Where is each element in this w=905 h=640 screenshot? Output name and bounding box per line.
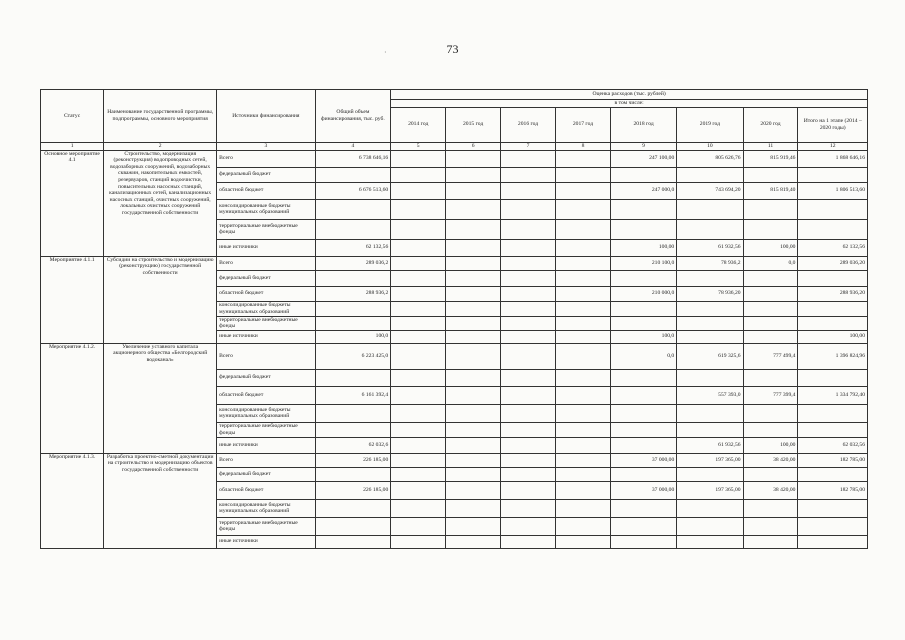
column-number: 12 bbox=[798, 142, 868, 150]
source-cell: областной бюджет bbox=[217, 386, 315, 404]
header-source: Источники финансирования bbox=[217, 90, 315, 143]
total-cell bbox=[315, 167, 391, 182]
status-cell: Мероприятие 4.1.3. bbox=[41, 453, 104, 548]
source-cell: областной бюджет bbox=[217, 286, 315, 301]
year-cell bbox=[446, 369, 501, 386]
total-cell: 288 936,2 bbox=[315, 286, 391, 301]
page-number: 73 bbox=[446, 42, 459, 56]
year-cell bbox=[446, 343, 501, 369]
year-cell bbox=[501, 453, 556, 467]
stage-total-cell: 288 936,20 bbox=[798, 286, 868, 301]
source-cell: иные источники bbox=[217, 437, 315, 453]
year-cell bbox=[501, 239, 556, 256]
year-cell: 100,00 bbox=[743, 239, 798, 256]
year-cell bbox=[743, 535, 798, 548]
year-cell bbox=[677, 369, 743, 386]
year-cell: 37 000,00 bbox=[610, 453, 676, 467]
year-cell bbox=[743, 301, 798, 316]
year-cell: 815 919,46 bbox=[743, 150, 798, 167]
year-cell bbox=[610, 270, 676, 286]
table-row bbox=[41, 453, 868, 467]
year-cell bbox=[501, 182, 556, 199]
year-cell bbox=[446, 256, 501, 270]
year-cell bbox=[677, 535, 743, 548]
name-cell: Увеличение уставного капитала акционерного общества «Белгородский водоканал» bbox=[104, 343, 217, 453]
total-cell: 62 032,6 bbox=[315, 437, 391, 453]
year-cell bbox=[556, 437, 611, 453]
year-cell bbox=[743, 369, 798, 386]
stage-total-cell bbox=[798, 316, 868, 330]
year-cell bbox=[446, 453, 501, 467]
year-cell bbox=[391, 453, 446, 467]
year-cell bbox=[743, 286, 798, 301]
total-cell bbox=[315, 535, 391, 548]
year-cell bbox=[677, 316, 743, 330]
year-cell bbox=[556, 343, 611, 369]
year-cell bbox=[677, 467, 743, 481]
year-cell bbox=[610, 199, 676, 219]
year-cell bbox=[391, 404, 446, 422]
stage-total-cell: 1 334 792,40 bbox=[798, 386, 868, 404]
year-cell bbox=[391, 286, 446, 301]
year-cell bbox=[391, 239, 446, 256]
year-cell bbox=[391, 199, 446, 219]
column-number: 10 bbox=[677, 142, 743, 150]
year-cell bbox=[677, 301, 743, 316]
year-cell: 247 000,0 bbox=[610, 182, 676, 199]
year-cell bbox=[610, 467, 676, 481]
source-cell: консолидированные бюджеты муниципальных образований bbox=[217, 499, 315, 517]
year-cell bbox=[391, 437, 446, 453]
year-cell bbox=[610, 437, 676, 453]
year-cell: 78 936,2 bbox=[677, 256, 743, 270]
year-cell bbox=[743, 219, 798, 239]
financing-table bbox=[40, 89, 868, 549]
year-cell bbox=[391, 270, 446, 286]
year-cell: 743 694,20 bbox=[677, 182, 743, 199]
table-row bbox=[41, 150, 868, 167]
year-cell bbox=[610, 167, 676, 182]
source-cell: территориальные внебюджетные фонды bbox=[217, 219, 315, 239]
year-cell bbox=[556, 286, 611, 301]
source-cell: территориальные внебюджетные фонды bbox=[217, 517, 315, 535]
stage-total-cell bbox=[798, 199, 868, 219]
year-cell bbox=[391, 499, 446, 517]
year-cell: 210 000,0 bbox=[610, 286, 676, 301]
header-year: 2018 год bbox=[610, 107, 676, 142]
year-cell bbox=[677, 499, 743, 517]
stage-total-cell bbox=[798, 422, 868, 437]
year-cell bbox=[556, 369, 611, 386]
year-cell: 0,0 bbox=[743, 256, 798, 270]
total-cell: 289 036,2 bbox=[315, 256, 391, 270]
column-number: 8 bbox=[556, 142, 611, 150]
total-cell: 6 738 646,16 bbox=[315, 150, 391, 167]
column-number: 4 bbox=[315, 142, 391, 150]
year-cell bbox=[446, 286, 501, 301]
year-cell bbox=[677, 199, 743, 219]
year-cell: 197 365,00 bbox=[677, 481, 743, 499]
header-year: 2014 год bbox=[391, 107, 446, 142]
header-year: 2017 год bbox=[556, 107, 611, 142]
header-total: Общий объем финансирования, тыс. руб. bbox=[315, 90, 391, 143]
year-cell bbox=[743, 467, 798, 481]
year-cell bbox=[391, 467, 446, 481]
stage-total-cell: 1 868 646,16 bbox=[798, 150, 868, 167]
status-cell: Мероприятие 4.1.1 bbox=[41, 256, 104, 343]
year-cell bbox=[446, 330, 501, 343]
year-cell bbox=[391, 182, 446, 199]
year-cell bbox=[677, 219, 743, 239]
stage-total-cell bbox=[798, 301, 868, 316]
column-number: 6 bbox=[446, 142, 501, 150]
year-cell bbox=[556, 386, 611, 404]
header-year: 2016 год bbox=[501, 107, 556, 142]
year-cell bbox=[446, 404, 501, 422]
table-row bbox=[41, 343, 868, 369]
total-cell bbox=[315, 404, 391, 422]
name-cell: Субсидии на строительство и модернизацию (реконструкцию) государственной собственности bbox=[104, 256, 217, 343]
year-cell bbox=[446, 517, 501, 535]
column-number: 3 bbox=[217, 142, 315, 150]
year-cell bbox=[677, 422, 743, 437]
year-cell bbox=[446, 437, 501, 453]
year-cell: 197 365,00 bbox=[677, 453, 743, 467]
year-cell bbox=[610, 369, 676, 386]
year-cell: 777 499,4 bbox=[743, 343, 798, 369]
year-cell bbox=[501, 467, 556, 481]
total-cell: 226 185,00 bbox=[315, 481, 391, 499]
year-cell bbox=[446, 467, 501, 481]
stage-total-cell: 62 132,56 bbox=[798, 239, 868, 256]
source-cell: Всего bbox=[217, 453, 315, 467]
year-cell bbox=[446, 270, 501, 286]
column-number-row bbox=[41, 142, 868, 150]
year-cell bbox=[391, 517, 446, 535]
year-cell bbox=[391, 150, 446, 167]
year-cell bbox=[610, 219, 676, 239]
year-cell bbox=[610, 386, 676, 404]
year-cell bbox=[556, 219, 611, 239]
year-cell bbox=[610, 301, 676, 316]
year-cell: 61 932,56 bbox=[677, 239, 743, 256]
source-cell: территориальные внебюджетные фонды bbox=[217, 422, 315, 437]
stage-total-cell bbox=[798, 467, 868, 481]
year-cell bbox=[391, 386, 446, 404]
year-cell bbox=[610, 404, 676, 422]
total-cell: 62 132,56 bbox=[315, 239, 391, 256]
header-stage-total: Итого на 1 этапе (2014 – 2020 годы) bbox=[798, 107, 868, 142]
year-cell bbox=[501, 437, 556, 453]
year-cell: 100,00 bbox=[610, 239, 676, 256]
year-cell bbox=[446, 422, 501, 437]
year-cell bbox=[743, 270, 798, 286]
total-cell bbox=[315, 316, 391, 330]
year-cell bbox=[391, 481, 446, 499]
stage-total-cell bbox=[798, 270, 868, 286]
source-cell: федеральный бюджет bbox=[217, 369, 315, 386]
year-cell bbox=[446, 301, 501, 316]
year-cell bbox=[743, 167, 798, 182]
year-cell bbox=[556, 150, 611, 167]
stage-total-cell bbox=[798, 219, 868, 239]
year-cell bbox=[556, 239, 611, 256]
year-cell bbox=[556, 517, 611, 535]
total-cell: 6 161 392,4 bbox=[315, 386, 391, 404]
year-cell bbox=[391, 343, 446, 369]
year-cell bbox=[446, 150, 501, 167]
year-cell bbox=[743, 404, 798, 422]
total-cell bbox=[315, 199, 391, 219]
year-cell bbox=[446, 182, 501, 199]
column-number: 11 bbox=[743, 142, 798, 150]
year-cell bbox=[610, 535, 676, 548]
year-cell bbox=[610, 316, 676, 330]
year-cell bbox=[501, 422, 556, 437]
year-cell bbox=[501, 270, 556, 286]
year-cell bbox=[501, 369, 556, 386]
year-cell bbox=[610, 517, 676, 535]
year-cell bbox=[501, 167, 556, 182]
table-row bbox=[41, 256, 868, 270]
total-cell bbox=[315, 467, 391, 481]
total-cell: 100,0 bbox=[315, 330, 391, 343]
source-cell: консолидированные бюджеты муниципальных образований bbox=[217, 404, 315, 422]
year-cell: 37 000,00 bbox=[610, 481, 676, 499]
year-cell: 619 325,6 bbox=[677, 343, 743, 369]
header-year: 2020 год bbox=[743, 107, 798, 142]
stage-total-cell: 62 032,56 bbox=[798, 437, 868, 453]
stage-total-cell: 1 806 513,60 bbox=[798, 182, 868, 199]
total-cell bbox=[315, 301, 391, 316]
year-cell bbox=[501, 219, 556, 239]
column-number: 5 bbox=[391, 142, 446, 150]
year-cell bbox=[743, 199, 798, 219]
year-cell bbox=[391, 369, 446, 386]
year-cell bbox=[391, 330, 446, 343]
year-cell bbox=[610, 499, 676, 517]
year-cell bbox=[743, 517, 798, 535]
column-number: 7 bbox=[501, 142, 556, 150]
year-cell bbox=[556, 316, 611, 330]
year-cell bbox=[556, 256, 611, 270]
stage-total-cell bbox=[798, 535, 868, 548]
year-cell bbox=[556, 422, 611, 437]
source-cell: Всего bbox=[217, 256, 315, 270]
total-cell bbox=[315, 219, 391, 239]
year-cell bbox=[391, 422, 446, 437]
source-cell: Всего bbox=[217, 343, 315, 369]
total-cell bbox=[315, 517, 391, 535]
year-cell: 78 936,20 bbox=[677, 286, 743, 301]
header-status: Статус bbox=[41, 90, 104, 143]
header-estimate: Оценка расходов (тыс. рублей) bbox=[391, 90, 868, 100]
source-cell: иные источники bbox=[217, 239, 315, 256]
year-cell bbox=[677, 517, 743, 535]
total-cell bbox=[315, 369, 391, 386]
year-cell bbox=[501, 343, 556, 369]
year-cell bbox=[446, 386, 501, 404]
year-cell bbox=[556, 199, 611, 219]
year-cell: 247 100,00 bbox=[610, 150, 676, 167]
year-cell: 805 626,76 bbox=[677, 150, 743, 167]
year-cell bbox=[743, 422, 798, 437]
year-cell: 100,00 bbox=[743, 437, 798, 453]
year-cell bbox=[446, 481, 501, 499]
year-cell bbox=[556, 182, 611, 199]
year-cell: 777 399,4 bbox=[743, 386, 798, 404]
column-number: 2 bbox=[104, 142, 217, 150]
year-cell: 0,0 bbox=[610, 343, 676, 369]
year-cell bbox=[391, 167, 446, 182]
stage-total-cell: 289 036,20 bbox=[798, 256, 868, 270]
year-cell bbox=[446, 219, 501, 239]
source-cell: консолидированные бюджеты муниципальных образований bbox=[217, 301, 315, 316]
year-cell bbox=[556, 301, 611, 316]
source-cell: иные источники bbox=[217, 330, 315, 343]
total-cell bbox=[315, 422, 391, 437]
year-cell bbox=[391, 535, 446, 548]
source-cell: консолидированные бюджеты муниципальных образований bbox=[217, 199, 315, 219]
year-cell bbox=[391, 316, 446, 330]
source-cell: иные источники bbox=[217, 535, 315, 548]
year-cell bbox=[501, 499, 556, 517]
year-cell bbox=[501, 286, 556, 301]
header-year: 2019 год bbox=[677, 107, 743, 142]
stage-total-cell: 100,00 bbox=[798, 330, 868, 343]
column-number: 1 bbox=[41, 142, 104, 150]
header-including: в том числе: bbox=[391, 100, 868, 108]
year-cell bbox=[556, 270, 611, 286]
year-cell: 100,0 bbox=[610, 330, 676, 343]
year-cell bbox=[556, 535, 611, 548]
year-cell bbox=[743, 499, 798, 517]
year-cell bbox=[501, 404, 556, 422]
name-cell: Строительство, модернизация (реконструкция) водопроводных сетей, водозаборных сооружений, водозаборных скважин, накопительных емкостей, резервуаров, станций водоочистки, повысительных насосных станций, канализационных сетей, канализационных насосных станций, очистных сооружений, локальных очистных сооружений государственной собственности bbox=[104, 150, 217, 256]
header-year: 2015 год bbox=[446, 107, 501, 142]
year-cell: 38 420,00 bbox=[743, 453, 798, 467]
stage-total-cell: 182 785,00 bbox=[798, 453, 868, 467]
year-cell bbox=[677, 330, 743, 343]
year-cell bbox=[501, 517, 556, 535]
year-cell bbox=[677, 167, 743, 182]
stage-total-cell bbox=[798, 404, 868, 422]
year-cell bbox=[677, 270, 743, 286]
year-cell bbox=[677, 404, 743, 422]
year-cell: 815 819,40 bbox=[743, 182, 798, 199]
year-cell bbox=[446, 535, 501, 548]
year-cell bbox=[391, 301, 446, 316]
stage-total-cell bbox=[798, 499, 868, 517]
year-cell bbox=[743, 316, 798, 330]
year-cell bbox=[556, 467, 611, 481]
year-cell bbox=[556, 330, 611, 343]
total-cell: 6 676 513,60 bbox=[315, 182, 391, 199]
year-cell: 61 932,56 bbox=[677, 437, 743, 453]
total-cell: 6 223 425,0 bbox=[315, 343, 391, 369]
year-cell bbox=[610, 422, 676, 437]
year-cell: 38 420,00 bbox=[743, 481, 798, 499]
year-cell bbox=[501, 301, 556, 316]
scan-speck: · bbox=[384, 48, 387, 57]
year-cell bbox=[743, 330, 798, 343]
source-cell: федеральный бюджет bbox=[217, 270, 315, 286]
year-cell bbox=[556, 167, 611, 182]
year-cell bbox=[501, 199, 556, 219]
year-cell bbox=[446, 499, 501, 517]
source-cell: областной бюджет bbox=[217, 182, 315, 199]
stage-total-cell: 1 396 824,96 bbox=[798, 343, 868, 369]
total-cell bbox=[315, 270, 391, 286]
year-cell bbox=[501, 150, 556, 167]
year-cell bbox=[501, 481, 556, 499]
year-cell bbox=[446, 239, 501, 256]
year-cell bbox=[556, 499, 611, 517]
year-cell bbox=[446, 167, 501, 182]
name-cell: Разработка проектно-сметной документации на строительство и модернизацию объектов государственной собственности bbox=[104, 453, 217, 548]
year-cell bbox=[556, 453, 611, 467]
status-cell: Основное мероприятие 4.1 bbox=[41, 150, 104, 256]
source-cell: областной бюджет bbox=[217, 481, 315, 499]
year-cell bbox=[501, 535, 556, 548]
year-cell bbox=[391, 219, 446, 239]
year-cell bbox=[501, 330, 556, 343]
source-cell: территориальные внебюджетные фонды bbox=[217, 316, 315, 330]
total-cell: 226 185,00 bbox=[315, 453, 391, 467]
header-name: Наименование государственной программы, подпрограммы, основного мероприятия bbox=[104, 90, 217, 143]
year-cell bbox=[446, 199, 501, 219]
stage-total-cell bbox=[798, 167, 868, 182]
year-cell bbox=[501, 386, 556, 404]
year-cell: 210 100,0 bbox=[610, 256, 676, 270]
column-number: 9 bbox=[610, 142, 676, 150]
status-cell: Мероприятие 4.1.2. bbox=[41, 343, 104, 453]
year-cell bbox=[501, 316, 556, 330]
total-cell bbox=[315, 499, 391, 517]
year-cell bbox=[556, 404, 611, 422]
year-cell bbox=[391, 256, 446, 270]
source-cell: федеральный бюджет bbox=[217, 167, 315, 182]
year-cell: 557 393,0 bbox=[677, 386, 743, 404]
source-cell: федеральный бюджет bbox=[217, 467, 315, 481]
stage-total-cell: 182 785,00 bbox=[798, 481, 868, 499]
stage-total-cell bbox=[798, 369, 868, 386]
year-cell bbox=[446, 316, 501, 330]
source-cell: Всего bbox=[217, 150, 315, 167]
year-cell bbox=[501, 256, 556, 270]
year-cell bbox=[556, 481, 611, 499]
stage-total-cell bbox=[798, 517, 868, 535]
